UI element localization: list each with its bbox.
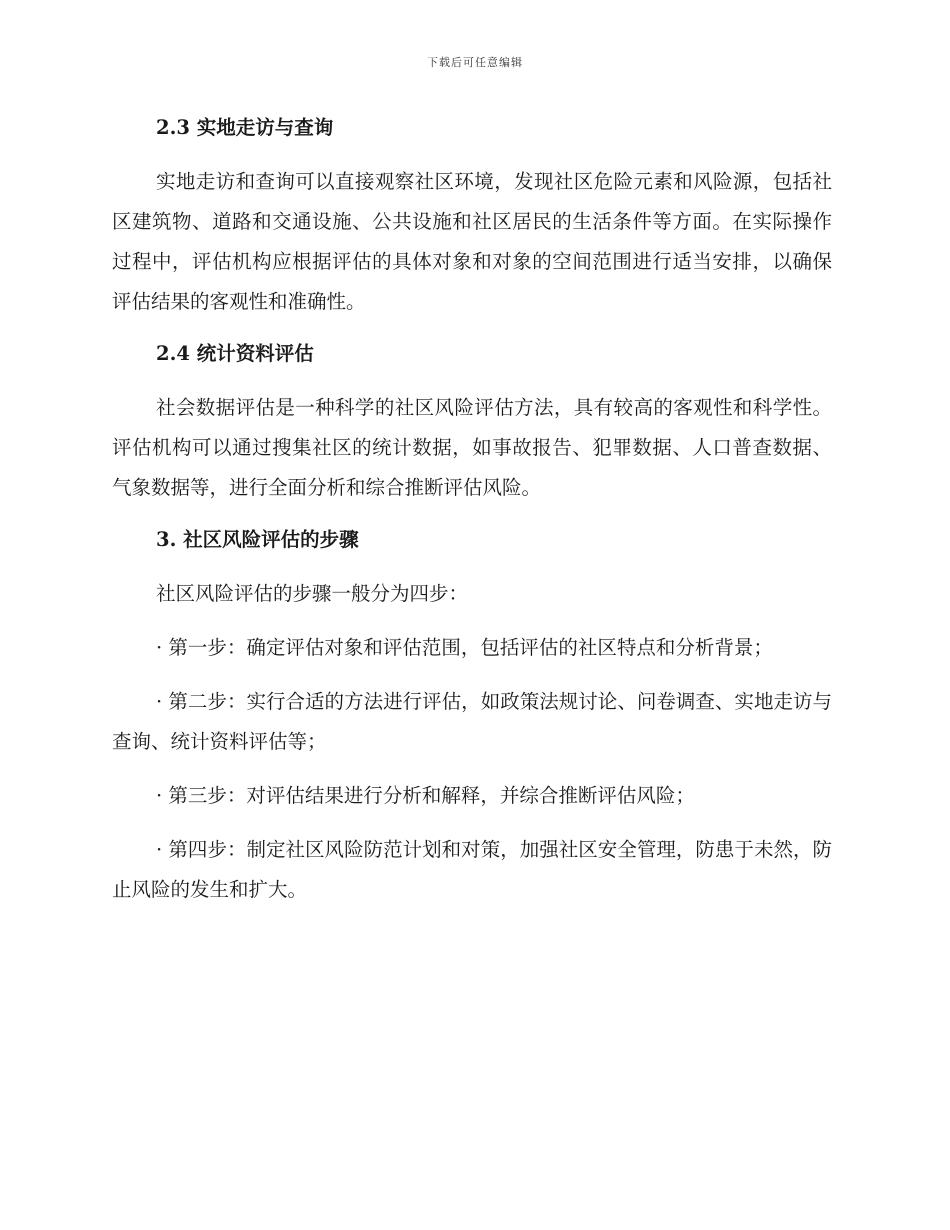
step-2-item: · 第二步：实行合适的方法进行评估，如政策法规讨论、问卷调查、实地走访与查询、统计资料评估等； xyxy=(112,690,832,753)
section-2-4-heading: 2.4 统计资料评估 xyxy=(156,342,314,365)
section-2-3-paragraph: 实地走访和查询可以直接观察社区环境，发现社区危险元素和风险源，包括社区建筑物、道路和交通设施、公共设施和社区居民的生活条件等方面。在实际操作过程中，评估机构应根据评估的具体对象和对象的空间范围进行适当安排，以确保评估结果的客观性和准确性。 xyxy=(112,170,832,313)
section-3-heading: 3. 社区风险评估的步骤 xyxy=(156,528,359,551)
section-2-3-heading: 2.3 实地走访与查询 xyxy=(156,116,334,139)
section-2-4-paragraph: 社会数据评估是一种科学的社区风险评估方法，具有较高的客观性和科学性。评估机构可以通过搜集社区的统计数据，如事故报告、犯罪数据、人口普查数据、气象数据等，进行全面分析和综合推断评估风险。 xyxy=(112,396,832,499)
section-3-intro: 社区风险评估的步骤一般分为四步： xyxy=(156,582,469,605)
step-3-item: · 第三步：对评估结果进行分析和解释，并综合推断评估风险； xyxy=(156,784,695,807)
step-1-item: · 第一步：确定评估对象和评估范围，包括评估的社区特点和分析背景； xyxy=(156,636,773,659)
document-body xyxy=(112,112,832,910)
header-note: 下载后可任意编辑 xyxy=(427,56,523,69)
step-4-item: · 第四步：制定社区风险防范计划和对策，加强社区安全管理，防患于未然，防止风险的发生和扩大。 xyxy=(112,838,832,901)
